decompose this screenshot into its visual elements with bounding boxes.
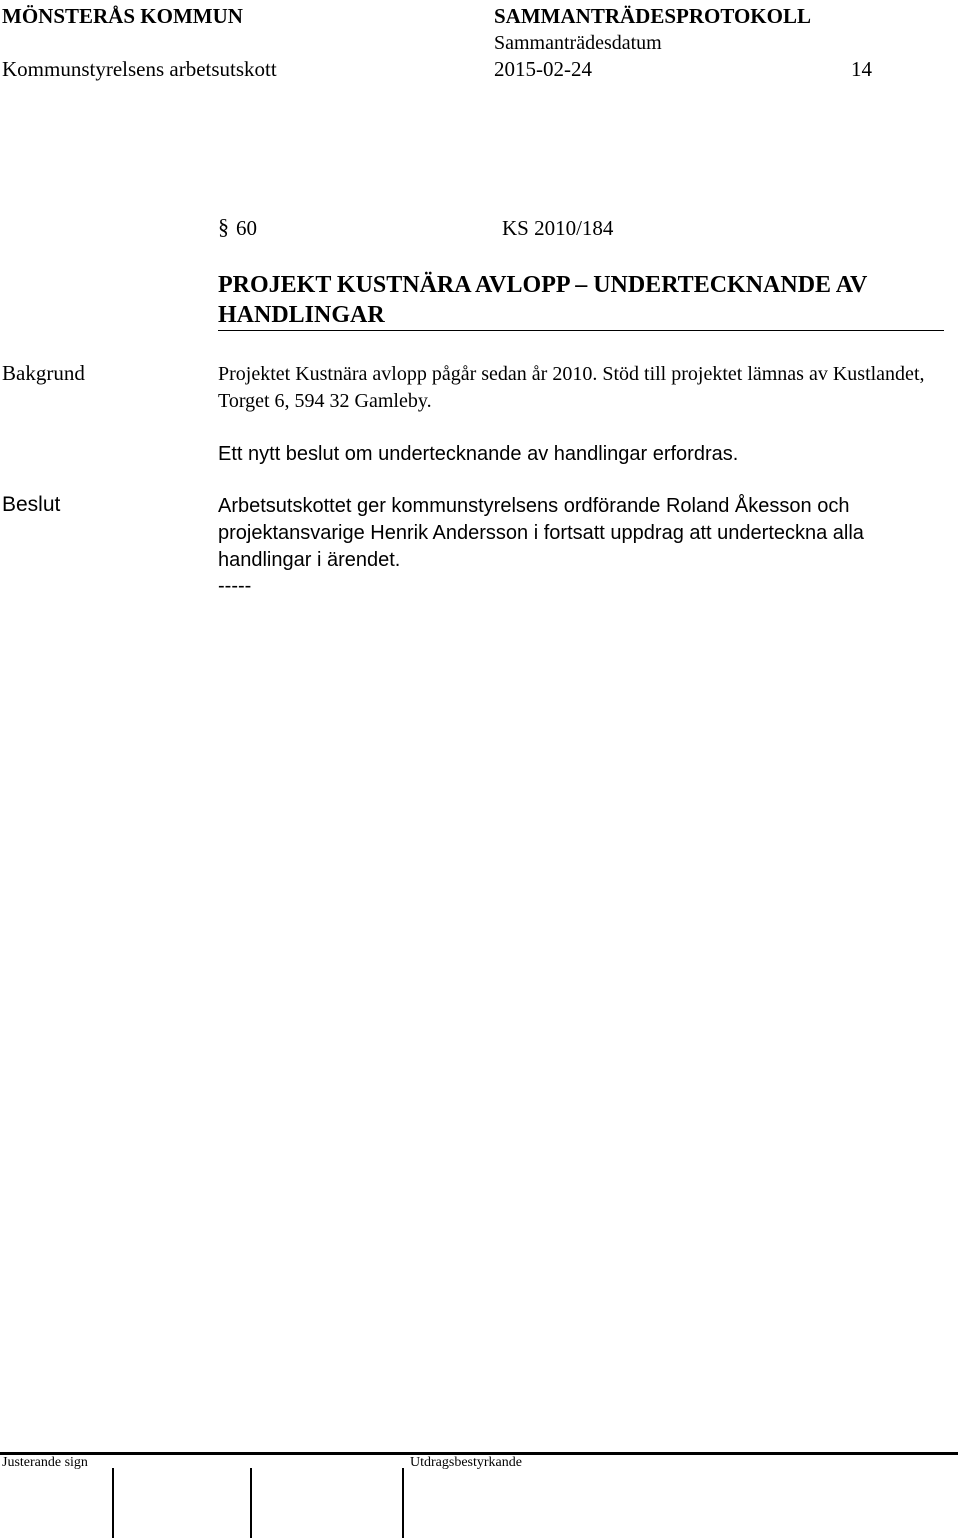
page-number: 14	[851, 57, 872, 81]
signature-box-divider	[250, 1468, 252, 1538]
section-sign: §	[218, 214, 229, 239]
background-label: Bakgrund	[2, 361, 85, 385]
municipality-name: MÖNSTERÅS KOMMUN	[2, 4, 243, 28]
signature-box-divider	[402, 1468, 404, 1538]
extract-certification-label: Utdragsbestyrkande	[410, 1455, 522, 1470]
decision-label: Beslut	[2, 493, 61, 516]
meeting-date-label: Sammanträdesdatum	[494, 32, 662, 54]
background-text: Projektet Kustnära avlopp pågår sedan år 2010. Stöd till projektet lämnas av Kustlandet, Torget 6, 594 32 Gamleby.	[218, 363, 925, 412]
meeting-date: 2015-02-24	[494, 57, 592, 81]
background-text-continued: Ett nytt beslut om undertecknande av handlingar erfordras.	[218, 443, 739, 465]
paragraph-number: 60	[236, 216, 257, 240]
paragraph-title: PROJEKT KUSTNÄRA AVLOPP – UNDERTECKNANDE AV HANDLINGAR	[218, 272, 867, 328]
committee-name: Kommunstyrelsens arbetsutskott	[2, 57, 277, 81]
decision-text: Arbetsutskottet ger kommunstyrelsens ordförande Roland Åkesson och projektansvarige Henrik Andersson i fortsatt uppdrag att underteckna alla handlingar i ärendet.	[218, 495, 864, 571]
case-number: KS 2010/184	[502, 216, 614, 240]
signature-box-divider	[112, 1468, 114, 1538]
document-type: SAMMANTRÄDESPROTOKOLL	[494, 4, 811, 28]
end-marker: -----	[218, 575, 252, 597]
title-underline	[218, 330, 944, 331]
signature-label: Justerande sign	[2, 1455, 88, 1470]
